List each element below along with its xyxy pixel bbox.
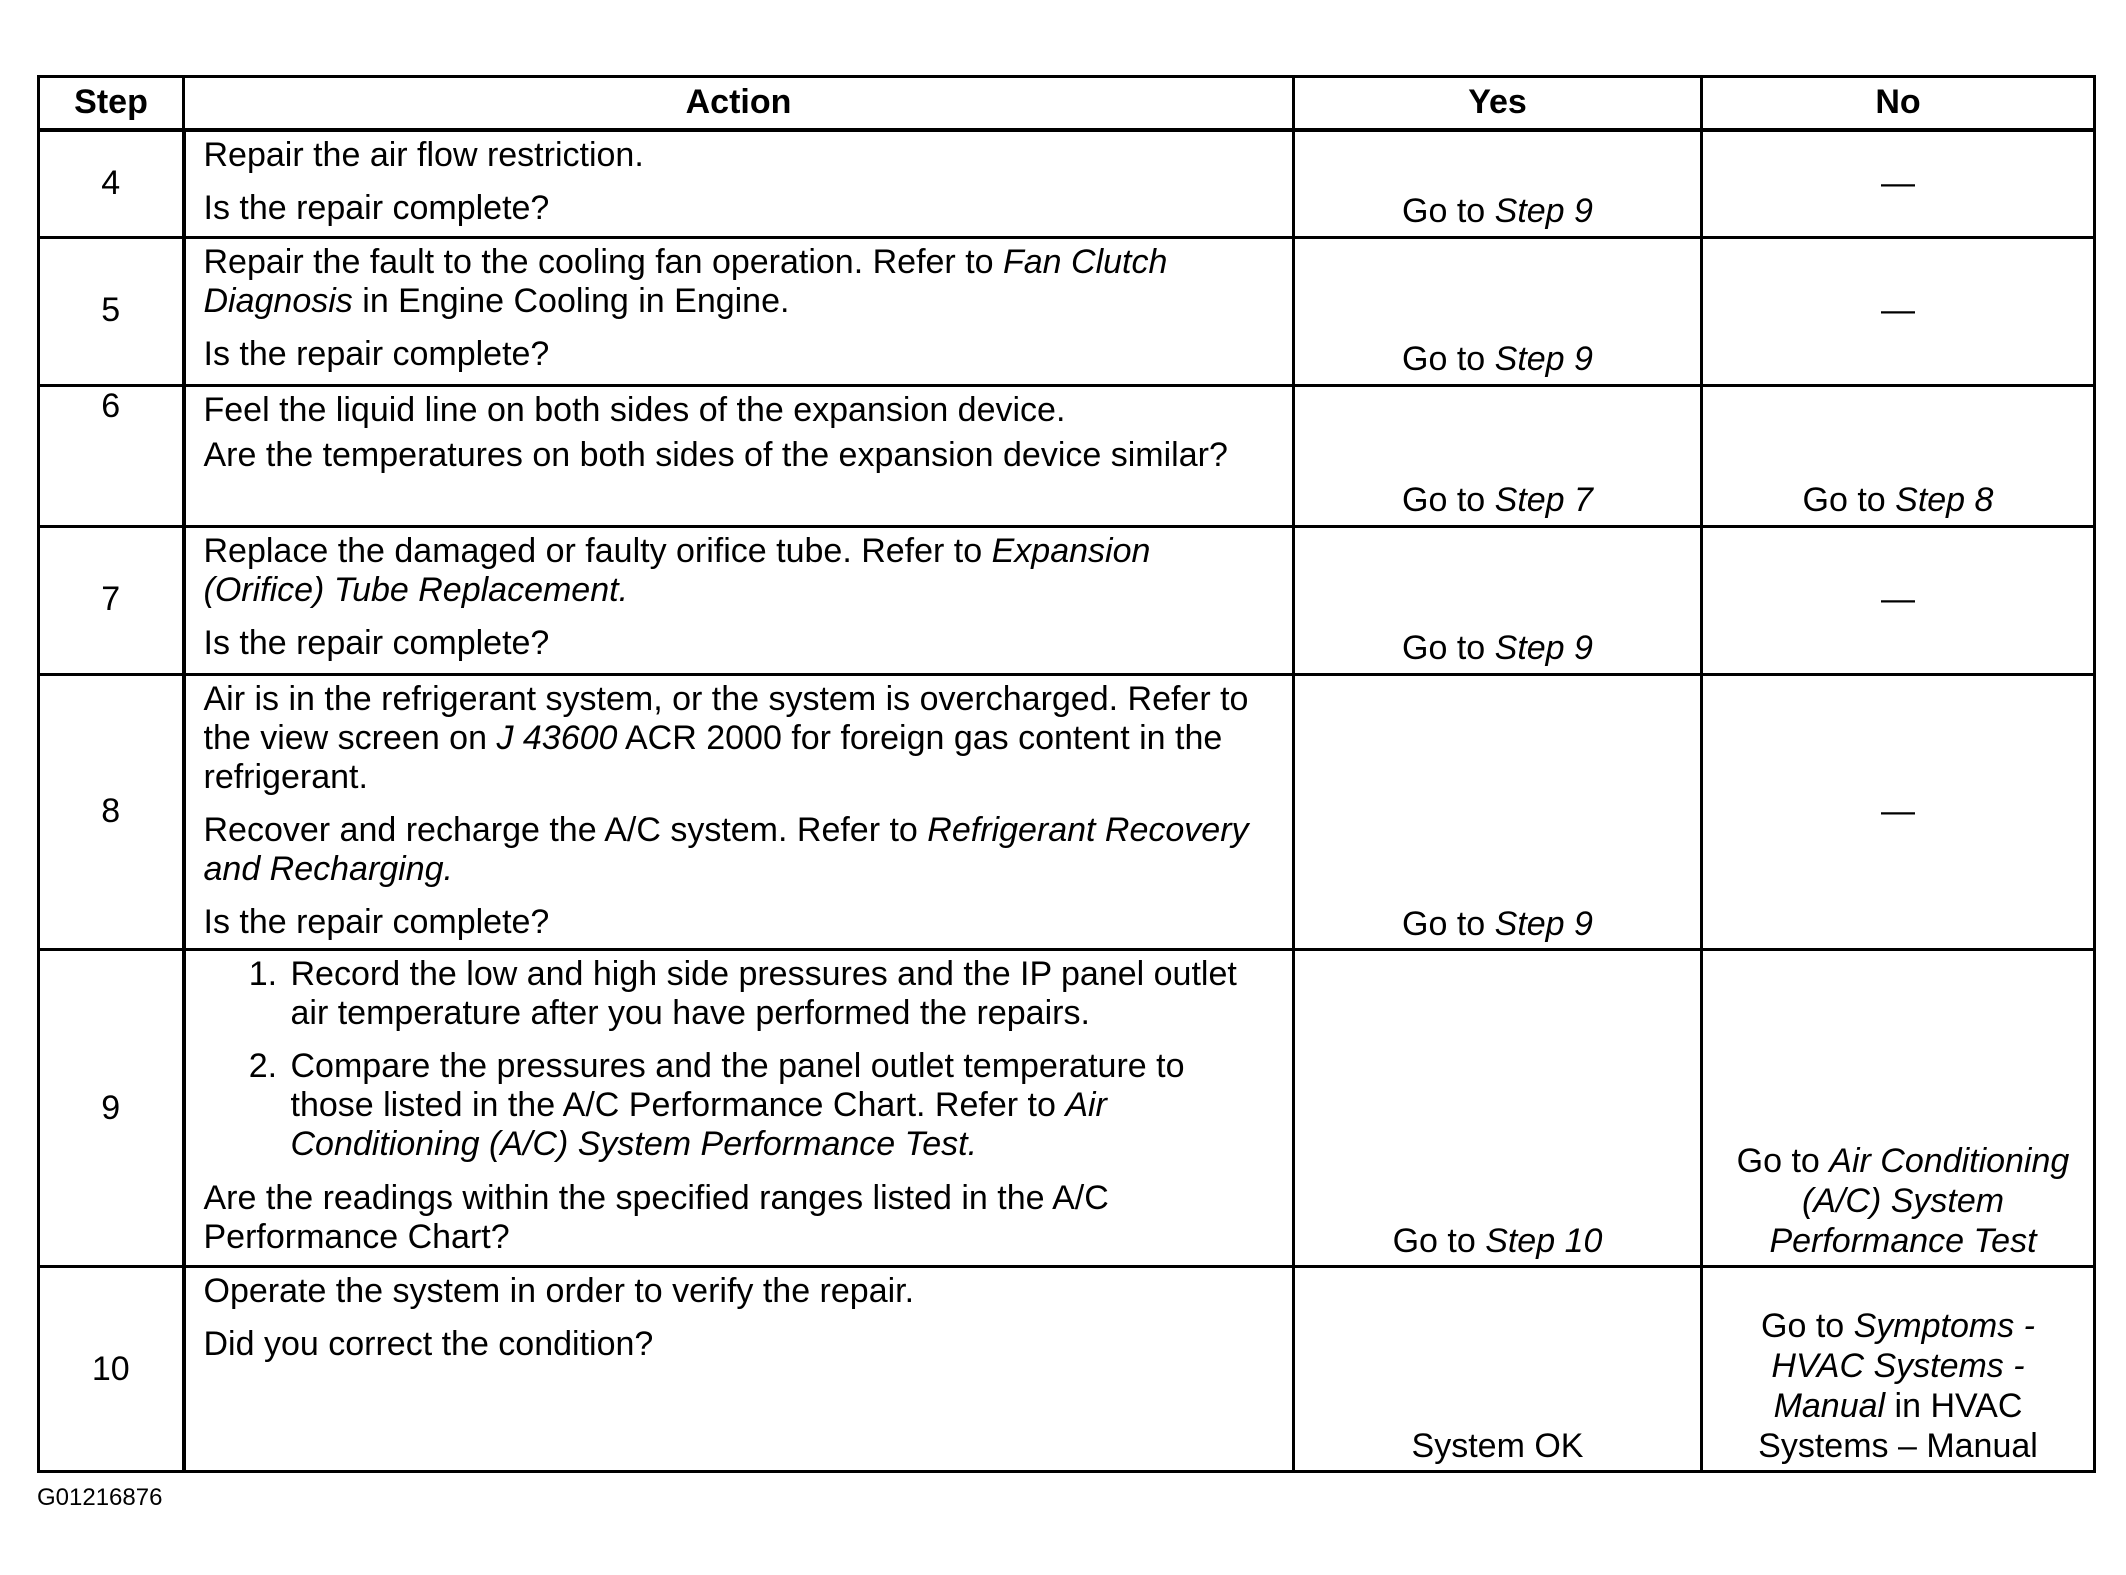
table-row: [39, 1267, 2095, 1472]
table-row: [39, 674, 2095, 950]
no-dash: —: [1881, 164, 1915, 203]
yes-cell: [1294, 526, 1702, 674]
action-cell: [184, 950, 1294, 1267]
yes-link[interactable]: Step 10: [1485, 1221, 1603, 1260]
no-tail: HVAC Systems – Manual: [1758, 1386, 2038, 1465]
action-text-part: in Engine Cooling in Engine.: [352, 281, 790, 320]
yes-link[interactable]: Step 9: [1494, 340, 1593, 379]
action-cell: [184, 385, 1294, 526]
yes-cell: [1294, 237, 1702, 385]
yes-prefix: Go to: [1402, 904, 1495, 943]
action-cell: [184, 674, 1294, 950]
yes-link[interactable]: Step 9: [1494, 192, 1593, 231]
figure-id: G01216876: [37, 1484, 163, 1511]
step-number: 6: [39, 385, 184, 526]
action-question: Are the temperatures on both sides of the expansion device similar?: [203, 435, 1228, 474]
action-cell: [184, 130, 1294, 237]
header-yes: Yes: [1294, 77, 1702, 131]
yes-prefix: Go to: [1402, 629, 1495, 668]
no-cell: [1702, 674, 2095, 950]
no-link[interactable]: Air Conditioning (A/C) System Performance Test: [1769, 1141, 2070, 1260]
table-row: [39, 950, 2095, 1267]
yes-prefix: Go to: [1402, 192, 1495, 231]
yes-link[interactable]: Step 9: [1494, 904, 1593, 943]
yes-cell: [1294, 130, 1702, 237]
no-cell: [1702, 385, 2095, 526]
no-prefix: Go to: [1761, 1306, 1854, 1345]
no-dash: —: [1881, 291, 1915, 330]
table-row: [39, 130, 2095, 237]
action-cell: [184, 526, 1294, 674]
step-number: 8: [39, 674, 184, 950]
action-text: Operate the system in order to verify the repair.: [203, 1272, 915, 1311]
no-cell: [1702, 130, 2095, 237]
yes-prefix: Go to: [1402, 340, 1495, 379]
action-text-part: Recover and recharge the A/C system. Refer to: [203, 810, 928, 849]
no-mid: in: [1885, 1386, 1931, 1425]
step-number: 10: [39, 1267, 184, 1472]
action-text: [204, 532, 1275, 610]
action-text: [204, 811, 1275, 889]
table-row: [39, 526, 2095, 674]
yes-cell: [1294, 950, 1702, 1267]
action-text-part: ACR 2000 for foreign gas content in the refrigerant.: [203, 718, 1223, 796]
action-reference[interactable]: Fan Clutch Diagnosis: [203, 242, 1168, 320]
yes-result: System OK: [1411, 1426, 1584, 1465]
step-number: 9: [39, 950, 184, 1267]
diagnostic-table: [37, 75, 2096, 1473]
action-text: Repair the air flow restriction.: [203, 136, 644, 174]
action-text: Feel the liquid line on both sides of the expansion device.: [203, 390, 1066, 429]
no-cell: [1702, 1267, 2095, 1472]
yes-prefix: Go to: [1402, 481, 1495, 520]
header-no: No: [1702, 77, 2095, 131]
no-link[interactable]: Symptoms - HVAC Systems - Manual: [1771, 1306, 2035, 1425]
list-item: [287, 1047, 1275, 1164]
action-reference[interactable]: Refrigerant Recovery and Recharging.: [203, 810, 1249, 888]
header-step: Step: [39, 77, 184, 131]
action-text-part: Replace the damaged or faulty orifice tube. Refer to: [203, 531, 992, 570]
no-prefix: Go to: [1802, 481, 1896, 520]
action-steps-list: [204, 955, 1275, 1164]
no-dash: —: [1881, 792, 1915, 831]
yes-link[interactable]: Step 9: [1494, 629, 1593, 668]
table-row: [39, 237, 2095, 385]
action-text-part: Air is in the refrigerant system, or the system is overcharged. Refer to the view screen on: [203, 679, 1249, 757]
action-question: Is the repair complete?: [203, 902, 550, 941]
yes-prefix: Go to: [1392, 1221, 1486, 1260]
action-text: [204, 243, 1275, 321]
yes-cell: [1294, 674, 1702, 950]
no-link[interactable]: Step 8: [1895, 481, 1994, 520]
header-action: Action: [184, 77, 1294, 131]
action-reference[interactable]: Air Conditioning (A/C) System Performance Test.: [290, 1086, 1107, 1164]
step-number: 4: [39, 130, 184, 237]
action-text: [204, 680, 1275, 797]
action-question: Is the repair complete?: [203, 189, 550, 228]
step-number: 7: [39, 526, 184, 674]
tool-reference: J 43600: [496, 718, 618, 757]
no-prefix: Go to: [1736, 1141, 1830, 1180]
no-dash: —: [1881, 580, 1915, 619]
yes-cell: [1294, 1267, 1702, 1472]
action-question: Are the readings within the specified ranges listed in the A/C Performance Chart?: [203, 1178, 1109, 1256]
action-question: Is the repair complete?: [203, 623, 550, 662]
yes-cell: [1294, 385, 1702, 526]
action-text-part: Repair the fault to the cooling fan operation. Refer to: [203, 242, 1003, 281]
action-text-part: Compare the pressures and the panel outlet temperature to those listed in the A/C Performance Chart. Refer to: [290, 1047, 1185, 1125]
list-item: 1. Record the low and high side pressures and the IP panel outlet air temperature after you have performed the repairs.: [287, 955, 1275, 1033]
header-row: [39, 77, 2095, 131]
no-cell: [1702, 526, 2095, 674]
no-cell: [1702, 237, 2095, 385]
action-question: Is the repair complete?: [203, 334, 550, 373]
action-question: Did you correct the condition?: [203, 1325, 654, 1364]
action-cell: [184, 237, 1294, 385]
step-number: 5: [39, 237, 184, 385]
no-cell: [1702, 950, 2095, 1267]
table-row: [39, 385, 2095, 526]
action-reference[interactable]: Expansion (Orifice) Tube Replacement.: [203, 531, 1151, 609]
action-cell: [184, 1267, 1294, 1472]
yes-link[interactable]: Step 7: [1494, 481, 1593, 520]
